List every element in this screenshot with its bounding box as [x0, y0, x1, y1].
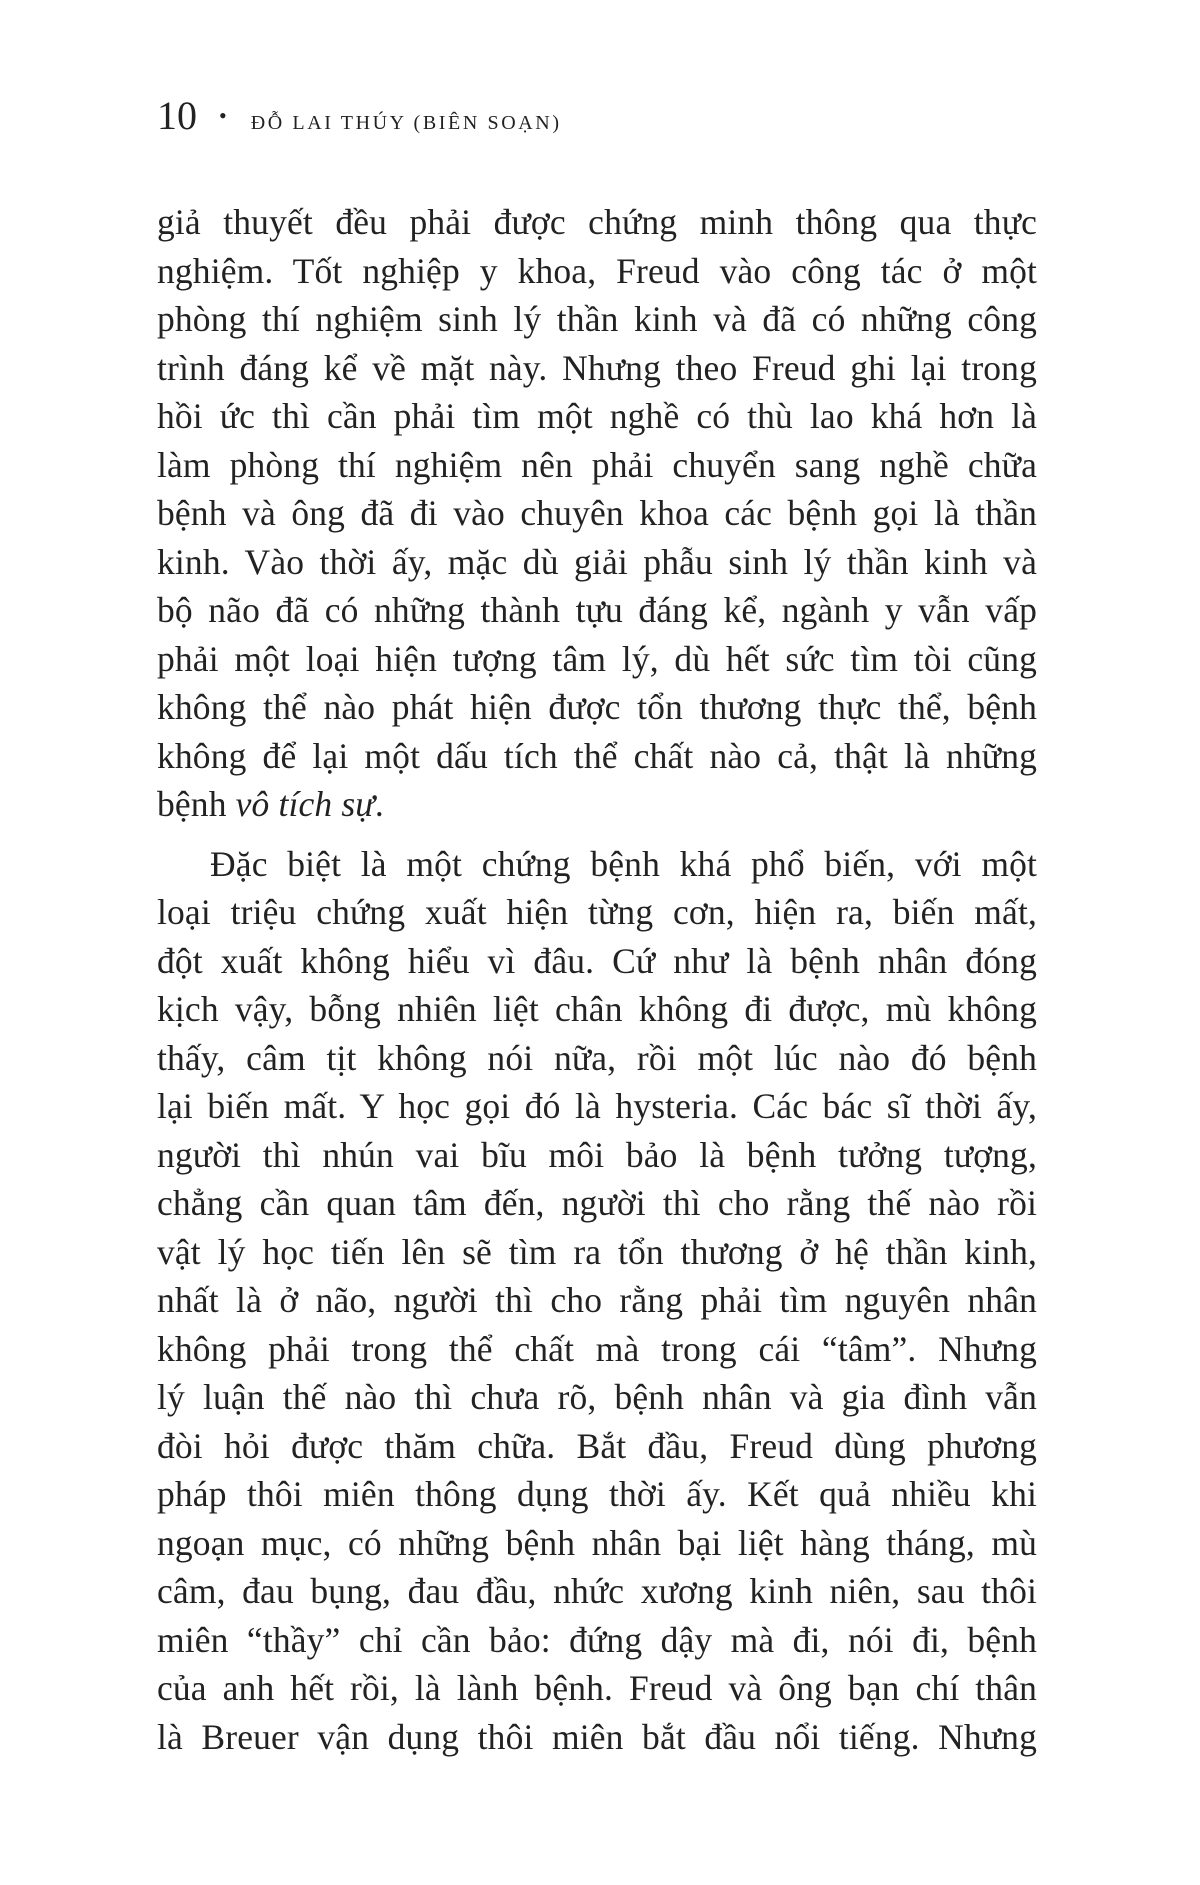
text-line: bệnh và ông đã đi vào chuyên khoa các bệnh gọi là thần [157, 493, 1037, 533]
text-line: bộ não đã có những thành tựu đáng kể, ngành y vẫn vấp [157, 590, 1037, 630]
running-head: ĐỖ LAI THÚY (BIÊN SOẠN) [250, 112, 562, 134]
text-line: ngoạn mục, có những bệnh nhân bại liệt hàng tháng, mù [157, 1522, 1037, 1563]
text-line: pháp thôi miên thông dụng thời ấy. Kết quả nhiều khi [157, 1474, 1037, 1514]
body-text [157, 198, 1037, 1761]
text-line: câm, đau bụng, đau đầu, nhức xương kinh niên, sau thôi [157, 1571, 1037, 1611]
text-line: đòi hỏi được thăm chữa. Bắt đầu, Freud dùng phương [157, 1425, 1037, 1466]
text-line: hồi ức thì cần phải tìm một nghề có thù lao khá hơn là [157, 396, 1037, 436]
paragraph-1 [157, 198, 1037, 829]
text-line: kinh. Vào thời ấy, mặc dù giải phẫu sinh lý thần kinh và [157, 541, 1037, 582]
text-line-last [157, 780, 1037, 829]
text-line: không để lại một dấu tích thể chất nào cả, thật là những [157, 735, 1037, 776]
page-number: 10 [157, 93, 197, 138]
text-line: miên “thầy” chỉ cần bảo: đứng dậy mà đi, nói đi, bệnh [157, 1619, 1037, 1660]
text-line: lý luận thế nào thì chưa rõ, bệnh nhân và gia đình vẫn [157, 1377, 1037, 1417]
text-line: loại triệu chứng xuất hiện từng cơn, hiện ra, biến mất, [157, 892, 1037, 932]
text-line: người thì nhún vai bĩu môi bảo là bệnh tưởng tượng, [157, 1134, 1037, 1175]
text-line: phải một loại hiện tượng tâm lý, dù hết sức tìm tòi cũng [157, 638, 1037, 679]
text-line: thấy, câm tịt không nói nữa, rồi một lúc nào đó bệnh [157, 1037, 1037, 1078]
text-line: trình đáng kể về mặt này. Nhưng theo Freud ghi lại trong [157, 347, 1037, 388]
page-header [157, 93, 562, 138]
text-line: không thể nào phát hiện được tổn thương thực thể, bệnh [157, 687, 1037, 727]
text-line: không phải trong thể chất mà trong cái “tâm”. Nhưng [157, 1328, 1037, 1369]
text-fragment: bệnh [157, 784, 236, 824]
text-line: Đặc biệt là một chứng bệnh khá phổ biến, với một [210, 843, 1037, 884]
text-line: nghiệm. Tốt nghiệp y khoa, Freud vào công tác ở một [157, 250, 1037, 291]
text-line: đột xuất không hiểu vì đâu. Cứ như là bệnh nhân đóng [157, 940, 1037, 981]
text-line: nhất là ở não, người thì cho rằng phải tìm nguyên nhân [157, 1280, 1037, 1320]
text-line: của anh hết rồi, là lành bệnh. Freud và ông bạn chí thân [157, 1668, 1037, 1708]
paragraph-2 [157, 840, 1037, 1762]
text-line: làm phòng thí nghiệm nên phải chuyển sang nghề chữa [157, 444, 1037, 485]
header-bullet: • [219, 103, 227, 128]
text-line: vật lý học tiến lên sẽ tìm ra tổn thương ở hệ thần kinh, [157, 1231, 1037, 1272]
text-line: là Breuer vận dụng thôi miên bắt đầu nổi tiếng. Nhưng [157, 1716, 1037, 1757]
text-line: kịch vậy, bỗng nhiên liệt chân không đi được, mù không [157, 989, 1037, 1029]
text-fragment: . [374, 784, 384, 824]
italic-phrase: vô tích sự [235, 784, 375, 824]
text-line: chẳng cần quan tâm đến, người thì cho rằng thế nào rồi [157, 1183, 1037, 1223]
text-line: giả thuyết đều phải được chứng minh thông qua thực [157, 202, 1037, 242]
text-line: phòng thí nghiệm sinh lý thần kinh và đã có những công [157, 299, 1037, 339]
text-line: lại biến mất. Y học gọi đó là hysteria. Các bác sĩ thời ấy, [157, 1086, 1037, 1126]
